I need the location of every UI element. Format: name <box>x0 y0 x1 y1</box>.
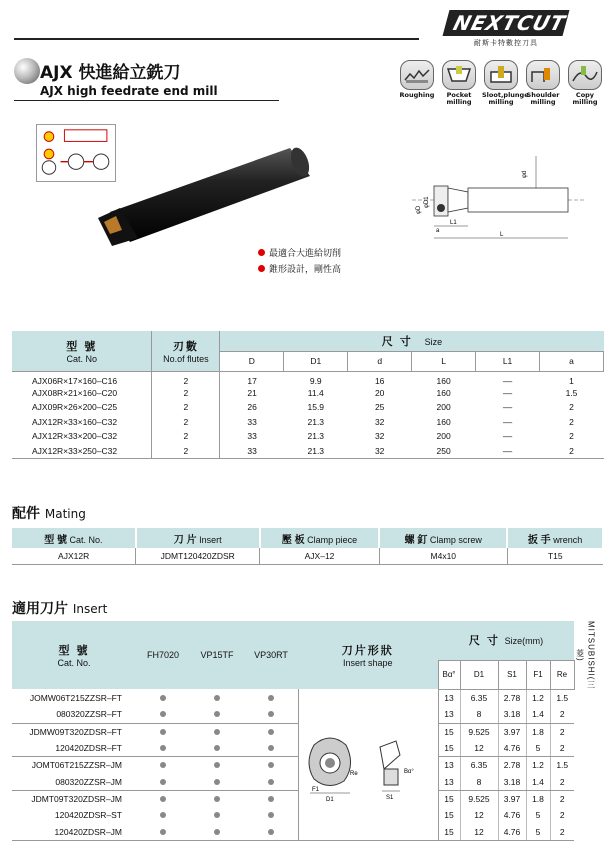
table-row <box>12 386 604 401</box>
insert-col-size: 尺 寸 Size(mm) <box>438 621 574 660</box>
availability-dot-icon <box>214 695 220 701</box>
insert-re: 2 <box>550 773 574 790</box>
cell-flutes: 2 <box>152 429 220 444</box>
insert-col-ba: Bɑ° <box>438 660 460 689</box>
title-bullet-icon <box>14 58 40 84</box>
grade-available <box>244 807 298 824</box>
availability-dot-icon <box>160 796 166 802</box>
availability-dot-icon <box>160 729 166 735</box>
header-rule <box>14 38 419 40</box>
insert-s1: 3.97 <box>498 790 526 807</box>
cell-L1: –– <box>502 431 513 442</box>
maker-label: MITSUBISHI(三菱) <box>575 621 596 690</box>
insert-f1: 1.2 <box>526 757 550 774</box>
insert-d1: 12 <box>460 740 498 757</box>
insert-cat: 080320ZZSR–JM <box>12 773 136 790</box>
copy-milling-icon <box>566 60 604 106</box>
availability-dot-icon <box>160 812 166 818</box>
drawing-label-a: a <box>436 228 440 234</box>
availability-dot-icon <box>214 812 220 818</box>
availability-dot-icon <box>160 745 166 751</box>
grade-available <box>136 740 190 757</box>
table-row <box>12 689 604 706</box>
table-row <box>12 548 603 564</box>
cell-D: 26 <box>247 402 257 413</box>
insert-col-grade-2: VP15TF <box>190 621 244 689</box>
cell-cat: AJX08R×21×160–C20 <box>12 386 152 401</box>
insert-cat: JDMW09T320ZDSR–FT <box>29 726 122 737</box>
cell-flutes: 2 <box>152 415 220 430</box>
drawing-label-D1: φD1 <box>424 196 430 208</box>
cell-D1: 21.3 <box>307 416 325 427</box>
insert-ba: 13 <box>438 689 460 706</box>
insert-re: 1.5 <box>550 757 574 774</box>
insert-col-shape: 刀片形狀 Insert shape <box>298 621 438 689</box>
feature-item: 最適合大進給切削 <box>258 246 341 262</box>
mating-col-insert: 刀 片 Insert <box>136 528 260 548</box>
cell-flutes: 2 <box>152 444 220 459</box>
table-row <box>12 444 604 459</box>
insert-shape-drawing <box>298 689 438 840</box>
table-row <box>12 371 604 386</box>
bullet-icon <box>258 249 265 256</box>
cell-cat: AJX12R×33×160–C32 <box>12 415 152 430</box>
insert-re: 2 <box>550 790 574 807</box>
insert-f1: 1.8 <box>526 790 550 807</box>
insert-cat: JOMW06T215ZZSR–FT <box>29 692 122 703</box>
cell-a: 2 <box>569 416 574 427</box>
drawing-label-L: L <box>500 232 504 238</box>
grade-available <box>190 807 244 824</box>
dimension-drawing <box>408 148 588 244</box>
insert-d1: 6.35 <box>460 757 498 774</box>
insert-cat: JOMT06T215ZZSR–JM <box>31 760 122 771</box>
insert-ba: 15 <box>438 807 460 824</box>
mating-clamp-piece: AJX–12 <box>260 548 380 564</box>
insert-s1: 2.78 <box>498 757 526 774</box>
availability-dot-icon <box>214 796 220 802</box>
grade-available <box>244 723 298 740</box>
insert-heading: 適用刀片 Insert <box>12 601 108 617</box>
insert-col-cat: 型 號 Cat. No. <box>12 621 136 689</box>
slot-plunge-milling-label: Sloot,plunge milling <box>482 91 529 106</box>
insert-cat: 120420ZDSR–FT <box>12 740 136 757</box>
insert-ba: 15 <box>438 740 460 757</box>
shoulder-milling-label: Shoulder milling <box>526 91 560 106</box>
grade-available <box>190 773 244 790</box>
cell-a: 2 <box>569 402 574 413</box>
insert-re: 1.5 <box>550 689 574 706</box>
maker-cell <box>574 621 604 689</box>
cell-d: 32 <box>374 445 385 456</box>
page-title-en: AJX high feedrate end mill <box>40 84 218 98</box>
cell-d: 25 <box>374 402 385 413</box>
insert-re: 2 <box>550 723 574 740</box>
cell-D1: 9.9 <box>309 375 322 386</box>
cell-D: 21 <box>247 387 257 398</box>
cell-L1: –– <box>502 416 513 427</box>
insert-ba: 15 <box>438 723 460 740</box>
shoulder-milling-icon <box>524 60 562 106</box>
availability-dot-icon <box>160 711 166 717</box>
cell-cat: AJX06R×17×160–C16 <box>12 371 152 386</box>
table-row <box>12 400 604 415</box>
col-cat: 型 號 Cat. No <box>12 331 152 371</box>
insert-d1: 8 <box>460 706 498 723</box>
cell-D1: 15.9 <box>307 402 325 413</box>
cell-cat: AJX12R×33×250–C32 <box>12 444 152 459</box>
cell-flutes: 2 <box>152 400 220 415</box>
insert-col-grade-1: FH7020 <box>136 621 190 689</box>
grade-available <box>190 824 244 841</box>
cell-a: 1.5 <box>565 387 578 398</box>
grade-available <box>190 689 244 706</box>
cell-a: 2 <box>569 445 574 456</box>
availability-dot-icon <box>160 829 166 835</box>
grade-available <box>244 757 298 774</box>
cell-L1: –– <box>502 445 513 456</box>
insert-f1: 5 <box>526 807 550 824</box>
availability-dot-icon <box>214 829 220 835</box>
grade-available <box>244 773 298 790</box>
insert-f1: 1.4 <box>526 706 550 723</box>
insert-ba: 15 <box>438 824 460 841</box>
availability-dot-icon <box>268 695 274 701</box>
insert-re: 2 <box>550 740 574 757</box>
insert-cat: 120420ZDSR–ST <box>54 810 122 821</box>
grade-available <box>136 689 190 706</box>
cell-d: 16 <box>374 375 385 386</box>
cell-cat: AJX09R×26×200–C25 <box>12 400 152 415</box>
logo-wordmark: NEXTCUT <box>443 10 570 36</box>
drawing-label-d: φd <box>522 170 528 178</box>
shape-label-f1: F1 <box>312 786 320 793</box>
insert-d1: 8 <box>460 773 498 790</box>
grade-available <box>244 740 298 757</box>
cell-d: 32 <box>374 431 385 442</box>
roughing-icon <box>398 60 436 106</box>
shape-label-re: Re <box>350 770 358 777</box>
cell-D: 33 <box>247 445 257 456</box>
insert-d1: 9.525 <box>460 790 498 807</box>
col-D1: D1 <box>284 351 348 371</box>
insert-s1: 3.18 <box>498 773 526 790</box>
insert-d1: 12 <box>460 824 498 841</box>
col-L: L <box>412 351 476 371</box>
feature-item: 錐形設計，剛性高 <box>258 262 341 278</box>
brand-logo <box>446 10 569 48</box>
insert-ba: 13 <box>438 773 460 790</box>
grade-available <box>244 790 298 807</box>
grade-available <box>136 790 190 807</box>
availability-dot-icon <box>268 762 274 768</box>
insert-ba: 15 <box>438 790 460 807</box>
cell-D1: 21.3 <box>307 431 325 442</box>
grade-available <box>136 706 190 723</box>
insert-s1: 4.76 <box>498 740 526 757</box>
insert-col-s1: S1 <box>498 660 526 689</box>
cell-D1: 21.3 <box>307 445 325 456</box>
availability-dot-icon <box>214 779 220 785</box>
pocket-milling-icon <box>440 60 478 106</box>
insert-re: 2 <box>550 807 574 824</box>
cell-d: 32 <box>374 416 385 427</box>
grade-available <box>136 807 190 824</box>
shape-label-d1: D1 <box>326 796 334 803</box>
page-title-zh: AJX 快進給立銑刀 <box>40 63 181 83</box>
availability-dot-icon <box>160 762 166 768</box>
mating-heading: 配件 Mating <box>12 506 86 522</box>
insert-ba: 13 <box>438 706 460 723</box>
cell-D: 33 <box>247 416 257 427</box>
availability-dot-icon <box>160 695 166 701</box>
availability-dot-icon <box>268 711 274 717</box>
grade-available <box>190 790 244 807</box>
availability-dot-icon <box>268 796 274 802</box>
insert-col-f1: F1 <box>526 660 550 689</box>
grade-available <box>244 706 298 723</box>
insert-col-re: Re <box>550 660 574 689</box>
insert-f1: 1.4 <box>526 773 550 790</box>
cell-L: 200 <box>436 402 451 413</box>
availability-dot-icon <box>214 762 220 768</box>
col-d: d <box>348 351 412 371</box>
insert-cat: JDMT09T320ZDSR–JM <box>31 793 122 804</box>
cell-L: 160 <box>436 416 451 427</box>
col-size: 尺 寸 Size <box>220 331 604 351</box>
col-a: a <box>540 351 604 371</box>
grade-available <box>244 824 298 841</box>
cell-L1: –– <box>502 402 513 413</box>
cell-flutes: 2 <box>152 386 220 401</box>
mating-col-wrench: 扳 手 wrench <box>507 528 603 548</box>
mating-cat: AJX12R <box>12 548 136 564</box>
feature-list <box>258 246 341 278</box>
insert-f1: 1.8 <box>526 723 550 740</box>
grade-available <box>136 723 190 740</box>
cell-L: 250 <box>436 445 451 456</box>
bullet-icon <box>258 265 265 272</box>
slot-plunge-milling-icon <box>482 60 529 106</box>
pocket-milling-label: Pocket milling <box>446 91 472 106</box>
cell-L1: –– <box>502 375 513 386</box>
availability-dot-icon <box>268 745 274 751</box>
roughing-label: Roughing <box>399 91 435 99</box>
mating-col-clamp-piece: 壓 板 Clamp piece <box>260 528 380 548</box>
cell-L1: –– <box>502 387 513 398</box>
mating-clamp-screw: M4x10 <box>379 548 507 564</box>
col-D: D <box>220 351 284 371</box>
availability-dot-icon <box>268 829 274 835</box>
cell-d: 20 <box>374 387 385 398</box>
end-mill-photo <box>90 140 320 250</box>
insert-d1: 12 <box>460 807 498 824</box>
logo-subtitle: 耐斯卡特數控刀具 <box>474 39 538 47</box>
col-flutes: 刃數 No.of flutes <box>152 331 220 371</box>
grade-available <box>190 706 244 723</box>
cell-a: 1 <box>569 375 574 386</box>
table-row <box>12 415 604 430</box>
cell-D: 17 <box>247 375 257 386</box>
cell-a: 2 <box>569 431 574 442</box>
shape-label-ba: Bɑ° <box>404 768 414 775</box>
mating-col-clamp-screw: 螺 釘 Clamp screw <box>379 528 507 548</box>
table-row <box>12 429 604 444</box>
title-underline <box>14 100 279 101</box>
insert-s1: 3.18 <box>498 706 526 723</box>
availability-dot-icon <box>214 745 220 751</box>
insert-s1: 2.78 <box>498 689 526 706</box>
grade-available <box>136 824 190 841</box>
availability-dot-icon <box>214 729 220 735</box>
insert-cat: 120420ZDSR–JM <box>12 824 136 841</box>
availability-dot-icon <box>268 779 274 785</box>
cell-flutes: 2 <box>152 371 220 386</box>
cell-D1: 11.4 <box>307 387 324 398</box>
insert-f1: 1.2 <box>526 689 550 706</box>
grade-available <box>136 757 190 774</box>
insert-cat: 080320ZZSR–FT <box>12 706 136 723</box>
availability-dot-icon <box>214 711 220 717</box>
insert-s1: 4.76 <box>498 807 526 824</box>
grade-available <box>190 740 244 757</box>
grade-available <box>190 723 244 740</box>
drawing-label-L1: L1 <box>450 220 457 226</box>
cell-D: 33 <box>247 431 257 442</box>
grade-available <box>136 773 190 790</box>
mating-wrench: T15 <box>507 548 603 564</box>
availability-dot-icon <box>268 812 274 818</box>
grade-available <box>244 689 298 706</box>
insert-s1: 3.97 <box>498 723 526 740</box>
mating-insert: JDMT120420ZDSR <box>136 548 260 564</box>
drawing-label-D: φD <box>416 205 422 214</box>
grade-available <box>190 757 244 774</box>
shape-label-s1: S1 <box>386 794 394 801</box>
copy-milling-label: Copy milling <box>572 91 598 106</box>
insert-d1: 6.35 <box>460 689 498 706</box>
col-L1: L1 <box>476 351 540 371</box>
insert-ba: 13 <box>438 757 460 774</box>
cell-cat: AJX12R×33×200–C32 <box>12 429 152 444</box>
insert-col-d1: D1 <box>460 660 498 689</box>
cell-L: 160 <box>436 387 451 398</box>
mating-col-cat: 型 號 Cat. No. <box>12 528 136 548</box>
insert-re: 2 <box>550 824 574 841</box>
spec-table <box>12 331 604 459</box>
insert-s1: 4.76 <box>498 824 526 841</box>
mating-table <box>12 528 604 565</box>
application-icons <box>398 60 604 106</box>
insert-f1: 5 <box>526 740 550 757</box>
availability-dot-icon <box>268 729 274 735</box>
insert-d1: 9.525 <box>460 723 498 740</box>
cell-L: 200 <box>436 431 451 442</box>
insert-col-grade-3: VP30RT <box>244 621 298 689</box>
insert-table <box>12 621 604 841</box>
insert-re: 2 <box>550 706 574 723</box>
cell-L: 160 <box>436 375 451 386</box>
insert-f1: 5 <box>526 824 550 841</box>
availability-dot-icon <box>160 779 166 785</box>
